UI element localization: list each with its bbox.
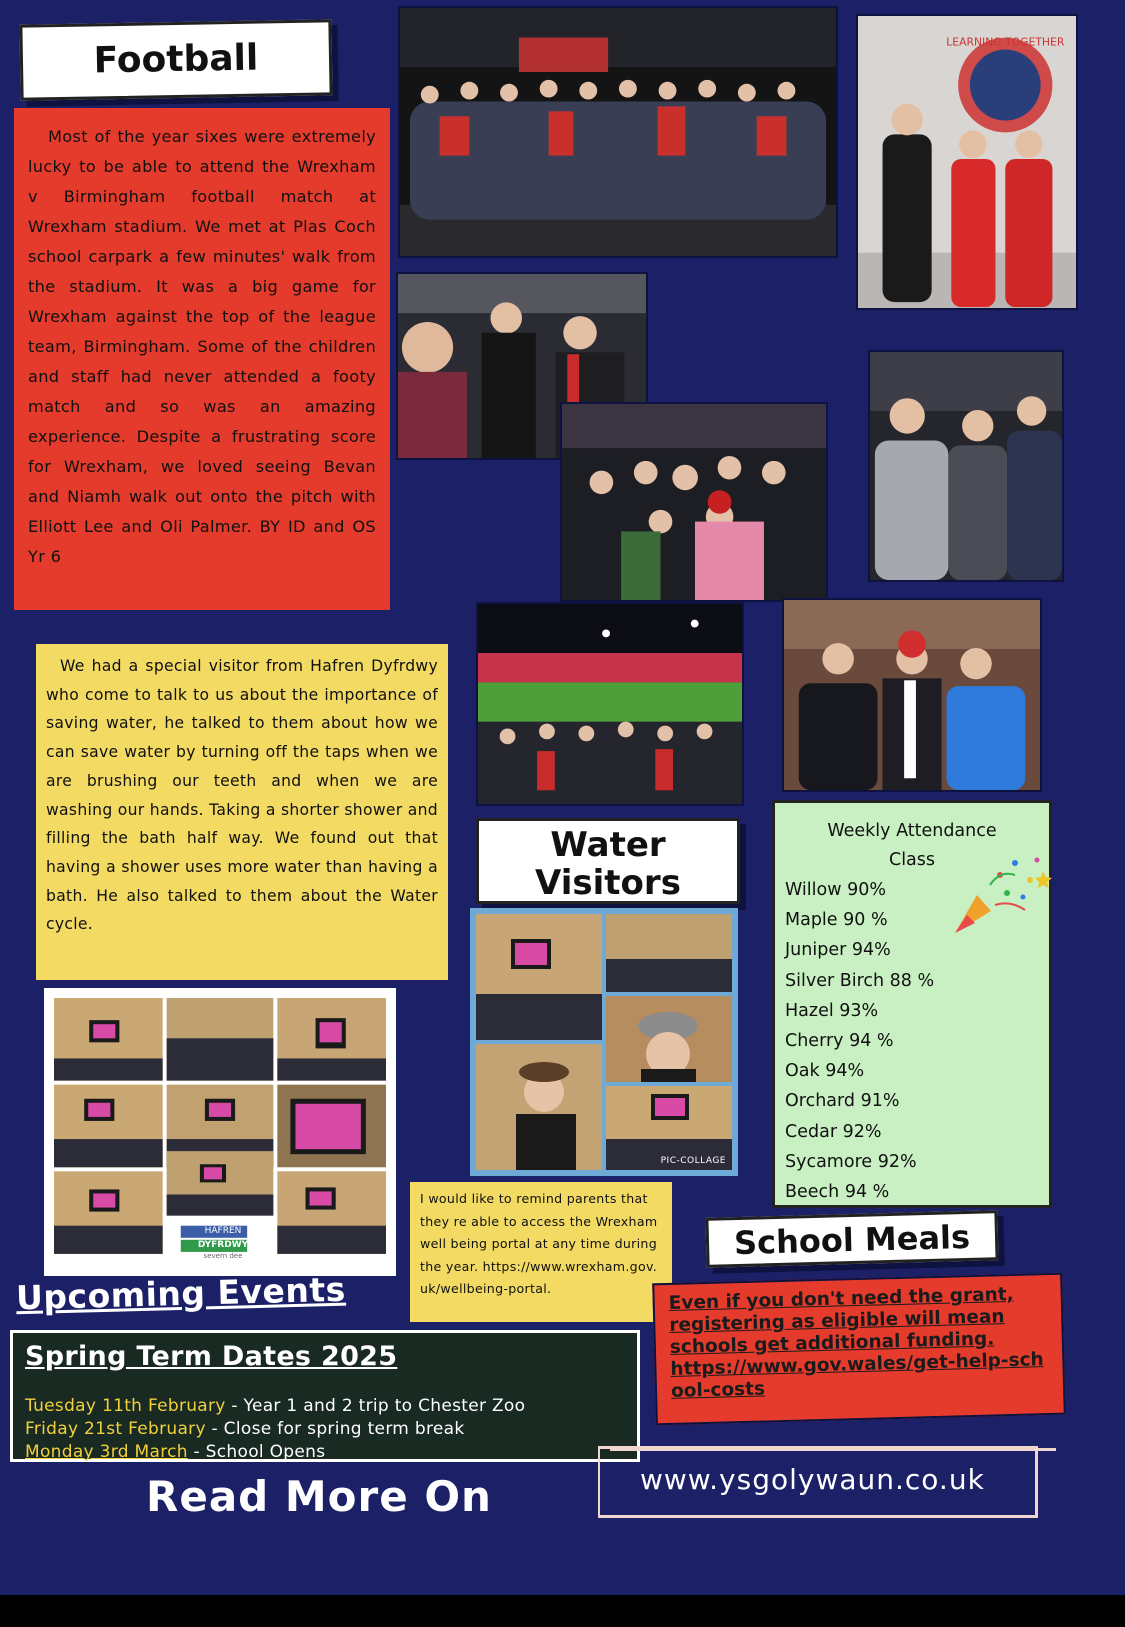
- water-collage-hall: [44, 988, 396, 1276]
- spring-term-title: Spring Term Dates 2025: [25, 1341, 398, 1372]
- event-text: - School Opens: [187, 1442, 326, 1462]
- attendance-title: Weekly Attendance: [827, 821, 997, 841]
- photo-stand-crowd: [560, 402, 828, 602]
- attendance-row: Cherry 94 %: [785, 1030, 894, 1051]
- school-logo-text: LEARNING TOGETHER: [946, 35, 1065, 49]
- hafren-logo-line2: DYFRDWY: [197, 1240, 249, 1250]
- school-meals-url[interactable]: https://www.gov.wales/get-help-school-costs: [670, 1349, 1044, 1402]
- website-link-box[interactable]: [598, 1446, 1038, 1518]
- water-article-text: We had a special visitor from Hafren Dyfrdwy who come to talk to us about the importance of saving water, he talked to them about how we can save water by turning off the taps when we are brushing our teeth and when we are washing our hands. Taking a shorter shower and filling the bath half way. We found out that having a shower uses more water than having a bath. He also talked to them about the Water cycle.: [46, 657, 438, 934]
- football-article-text: Most of the year sixes were extremely lucky to be able to attend the Wrexham v Birmingham football match at Wrexham stadium. We met at Plas Coch school carpark a few minutes' walk from the stadium. It was a big game for Wrexham against the top of the league team, Birmingham. Some of the children and staff had never attended a footy match and so was an amazing experience. Despite a frustrating score for Wrexham, we loved seeing Bevan and Niamh walk out onto the pitch with Elliott Lee and Oli Palmer. BY ID and OS Yr 6: [28, 127, 376, 566]
- water-article: [36, 644, 448, 980]
- event-date: Monday 3rd March: [25, 1442, 188, 1462]
- pic-collage-label: PIC-COLLAGE: [660, 1156, 726, 1166]
- water-collage-pic: [470, 908, 738, 1176]
- attendance-row: Hazel 93%: [785, 1000, 879, 1021]
- party-popper-icon: [945, 845, 1055, 935]
- attendance-row: Cedar 92%: [785, 1121, 882, 1142]
- attendance-row: Juniper 94%: [785, 940, 891, 961]
- event-item: [25, 1395, 625, 1418]
- hafren-logo-line1: HAFREN: [204, 1226, 242, 1236]
- spring-term-box: [10, 1330, 640, 1462]
- attendance-row: Willow 90%: [785, 880, 886, 900]
- events-list: [25, 1395, 625, 1464]
- attendance-row: Maple 90 %: [785, 910, 888, 931]
- football-title: Football: [19, 19, 332, 100]
- school-meals-info: [652, 1273, 1066, 1426]
- attendance-row: Beech 94 %: [785, 1181, 890, 1202]
- wellbeing-text: I would like to remind parents that they re able to access the Wrexham well being portal at any time during the year.: [420, 1191, 658, 1274]
- wellbeing-note: [410, 1182, 672, 1322]
- event-item: [25, 1418, 625, 1441]
- event-date: Friday 21st February: [25, 1419, 206, 1439]
- attendance-row: Sycamore 92%: [785, 1151, 917, 1172]
- upcoming-events-heading: Upcoming Events: [15, 1269, 347, 1318]
- school-meals-title: School Meals: [705, 1210, 998, 1268]
- attendance-row: Orchard 91%: [785, 1091, 900, 1112]
- hafren-logo-sub: severn dee: [203, 1252, 243, 1260]
- attendance-row: Silver Birch 88 %: [785, 970, 935, 991]
- water-visitors-title-line2: Visitors: [535, 863, 681, 903]
- school-meals-text: Even if you don't need the grant, registering as eligible will mean schools get additional funding.: [668, 1283, 1014, 1358]
- football-article: [14, 108, 390, 610]
- water-visitors-title: [476, 818, 740, 904]
- attendance-row: Oak 94%: [785, 1061, 865, 1082]
- photo-stadium-pitch: [476, 602, 744, 806]
- event-text: - Close for spring term break: [205, 1419, 465, 1439]
- attendance-panel: [772, 800, 1052, 1208]
- wellbeing-url[interactable]: https://www.wrexham.gov.uk/wellbeing-portal.: [420, 1258, 658, 1296]
- photo-boys-jackets: [868, 350, 1064, 582]
- event-date: Tuesday 11th February: [25, 1396, 226, 1416]
- event-item: [25, 1441, 625, 1464]
- photo-group-stadium-night: [398, 6, 838, 258]
- website-box-line: [610, 1448, 1056, 1451]
- attendance-subtitle: Class: [888, 850, 936, 870]
- photo-school-lobby: [856, 14, 1078, 310]
- read-more-heading: Read More On: [146, 1472, 492, 1521]
- water-visitors-title-line1: Water: [550, 825, 666, 865]
- website-link[interactable]: www.ysgolywaun.co.uk: [640, 1463, 985, 1496]
- photo-kids-cheering: [782, 598, 1042, 792]
- event-text: - Year 1 and 2 trip to Chester Zoo: [225, 1396, 526, 1416]
